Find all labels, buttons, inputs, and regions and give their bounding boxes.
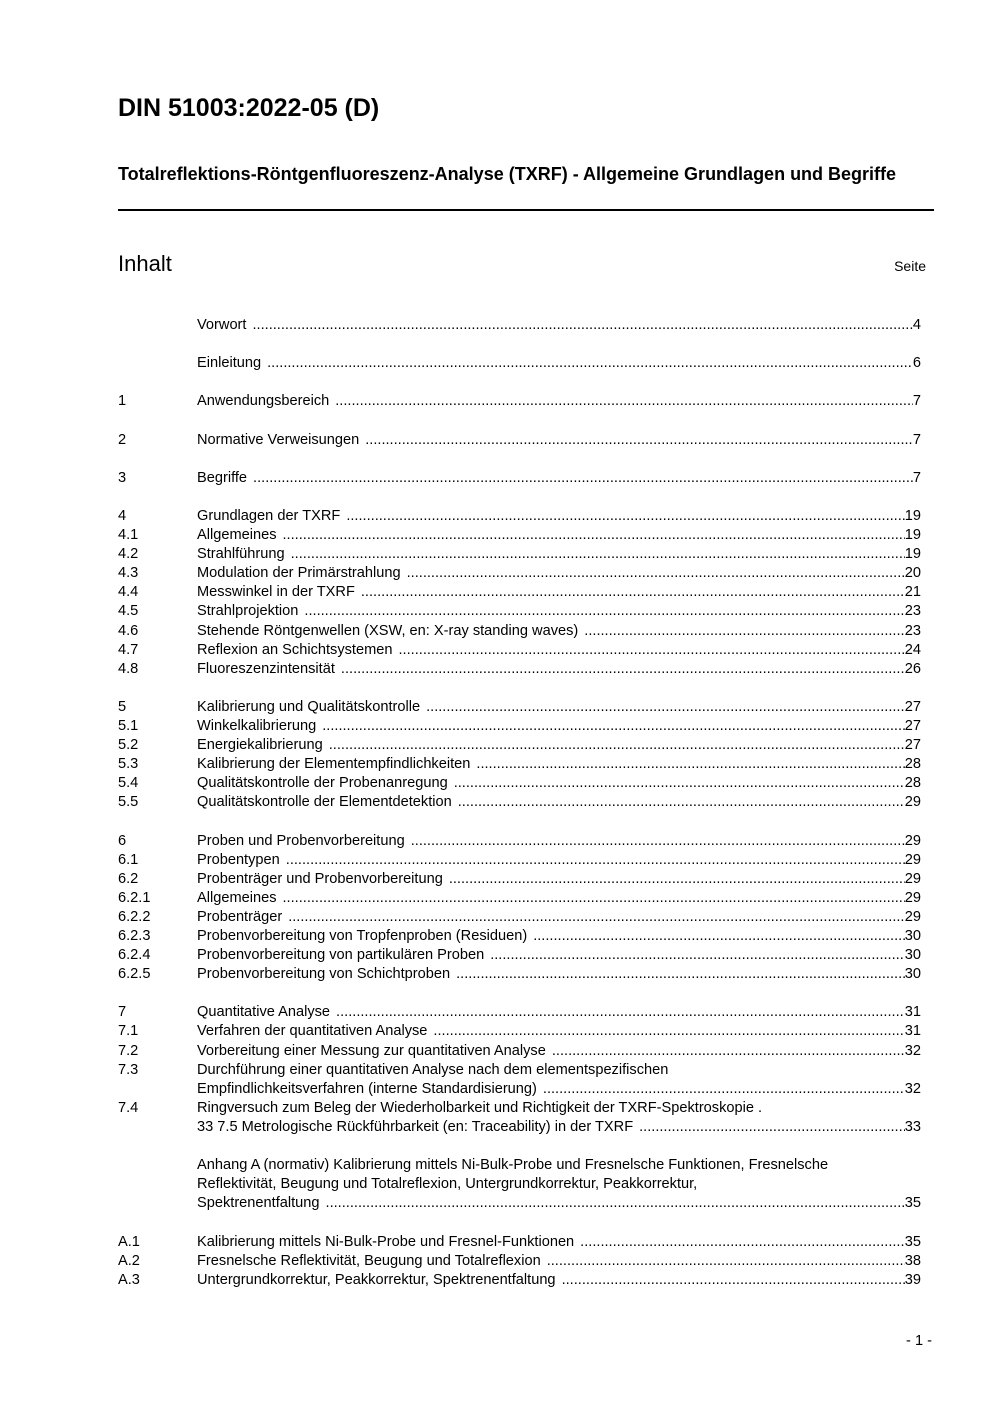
toc-entry-number: 4 (118, 507, 127, 524)
toc-entry-number: 7.2 (118, 1042, 139, 1059)
toc-entry-title: Reflexion an Schichtsystemen (197, 641, 393, 658)
toc-leader-dots (449, 870, 905, 889)
toc-entry-page: 39 (904, 1271, 921, 1288)
toc-entry-title-continued: Reflektivität, Beugung und Totalreflexion, Untergrundkorrektur, Peakkorrektur, (197, 1176, 698, 1193)
toc-entry-title: Probenvorbereitung von Schichtproben (197, 966, 451, 983)
toc-entry-title: Durchführung einer quantitativen Analyse nach dem elementspezifischen (197, 1061, 669, 1078)
toc-entry-title: Anhang A (normativ) Kalibrierung mittels Ni-Bulk-Probe und Fresnelsche Funktionen, Fresnelsche (197, 1157, 829, 1174)
toc-entry-title: Verfahren der quantitativen Analyse (197, 1023, 428, 1040)
toc-entry-title: Messwinkel in der TXRF (197, 584, 355, 601)
toc-leader-dots (365, 431, 913, 450)
toc-entry-number: A.3 (118, 1271, 140, 1288)
toc-entry[interactable] (118, 851, 921, 870)
toc-entry[interactable] (118, 774, 921, 793)
toc-entry-page: 29 (904, 889, 921, 906)
toc-leader-dots (552, 1042, 905, 1061)
toc-entry[interactable] (118, 392, 921, 411)
toc-entry-page: 33 (904, 1118, 921, 1135)
toc-leader-dots (329, 736, 905, 755)
table-of-contents (118, 316, 921, 1290)
toc-leader-dots (361, 583, 905, 602)
document-id: DIN 51003:2022-05 (D) (118, 94, 380, 122)
page-column-label: Seite (894, 258, 926, 274)
toc-entry-title: Strahlprojektion (197, 603, 299, 620)
toc-entry-page: 23 (904, 603, 921, 620)
toc-leader-dots (476, 755, 904, 774)
toc-entry-number: 4.6 (118, 622, 139, 639)
toc-entry-page: 19 (904, 507, 921, 524)
toc-entry-page: 32 (904, 1080, 921, 1097)
toc-entry-page: 30 (904, 966, 921, 983)
toc-leader-dots (411, 832, 905, 851)
toc-leader-dots (490, 946, 905, 965)
toc-entry-number: 6.2.2 (118, 908, 151, 925)
toc-leader-dots (252, 316, 912, 335)
toc-leader-dots (341, 660, 905, 679)
toc-entry-title: Energiekalibrierung (197, 737, 323, 754)
toc-entry[interactable] (118, 564, 921, 583)
toc-entry-page: 27 (904, 737, 921, 754)
toc-entry[interactable] (118, 641, 921, 660)
toc-entry-title: Einleitung (197, 355, 262, 372)
toc-entry-page: 28 (904, 756, 921, 773)
toc-entry-title: Quantitative Analyse (197, 1004, 331, 1021)
toc-entry-title: Fluoreszenzintensität (197, 660, 335, 677)
toc-entry-number: 6.2.1 (118, 889, 151, 906)
toc-leader-dots (433, 1022, 904, 1041)
toc-entry-title-end: Spektrenentfaltung (197, 1195, 320, 1212)
toc-entry-number: 6 (118, 832, 127, 849)
toc-leader-dots (283, 526, 905, 545)
toc-entry-title: Begriffe (197, 469, 248, 486)
toc-entry-page: 4 (912, 317, 921, 333)
toc-entry[interactable] (118, 469, 921, 488)
toc-entry[interactable] (118, 1003, 921, 1022)
toc-entry-title: Allgemeines (197, 889, 277, 906)
toc-entry[interactable] (118, 870, 921, 889)
toc-leader-dots (304, 602, 904, 621)
document-subtitle: Totalreflektions-Röntgenfluoreszenz-Analyse (TXRF) - Allgemeine Grundlagen und Begriffe (118, 164, 897, 184)
toc-entry-number: 3 (118, 469, 127, 486)
toc-entry-title-end: 33 7.5 Metrologische Rückführbarkeit (en: Traceability) in der TXRF (197, 1118, 634, 1135)
toc-entry[interactable] (118, 889, 921, 908)
toc-entry-page: 29 (904, 870, 921, 887)
toc-entry-page: 31 (904, 1004, 921, 1021)
toc-entry[interactable] (118, 507, 921, 526)
toc-leader-dots (346, 507, 904, 526)
toc-entry[interactable] (118, 717, 921, 736)
toc-entry-number: 6.2.5 (118, 966, 151, 983)
toc-leader-dots (335, 392, 913, 411)
toc-entry[interactable] (118, 1022, 921, 1041)
toc-leader-dots (322, 717, 905, 736)
toc-entry-page: 31 (904, 1023, 921, 1040)
toc-leader-dots (426, 698, 905, 717)
toc-entry-number: 5.1 (118, 717, 139, 734)
toc-entry-title: Qualitätskontrolle der Probenanregung (197, 775, 448, 792)
toc-entry[interactable] (118, 602, 921, 621)
toc-entry[interactable] (118, 698, 921, 717)
toc-entry-number: 4.8 (118, 660, 139, 677)
toc-entry-number: 1 (118, 393, 127, 410)
toc-entry-number: 6.2.4 (118, 947, 151, 964)
toc-entry-title: Strahlführung (197, 546, 285, 563)
page-number: - 1 - (906, 1333, 932, 1349)
toc-entry-number: 6.2 (118, 870, 139, 887)
toc-entry-number: 4.3 (118, 565, 139, 582)
toc-entry[interactable] (118, 946, 921, 965)
toc-entry[interactable] (118, 1061, 921, 1099)
toc-leader-dots (336, 1003, 905, 1022)
toc-leader-dots (407, 564, 905, 583)
toc-entry-page: 6 (912, 355, 921, 372)
toc-entry-number: 2 (118, 431, 127, 448)
toc-entry-number: 4.4 (118, 584, 139, 601)
toc-entry-title: Fresnelsche Reflektivität, Beugung und Totalreflexion (197, 1252, 541, 1269)
toc-entry-page: 19 (904, 527, 921, 544)
toc-leader-dots (533, 927, 905, 946)
toc-leader-dots (253, 469, 913, 488)
toc-entry-page: 29 (904, 851, 921, 868)
toc-entry[interactable] (118, 316, 921, 335)
toc-entry-page: 20 (904, 565, 921, 582)
toc-entry-title: Probenträger (197, 908, 283, 925)
toc-entry-page: 32 (904, 1042, 921, 1059)
toc-entry-page: 38 (904, 1252, 921, 1269)
toc-entry[interactable] (118, 622, 921, 641)
toc-entry[interactable] (118, 1252, 921, 1271)
toc-leader-dots (283, 889, 905, 908)
toc-leader-dots (326, 1194, 905, 1213)
toc-entry-title: Stehende Röntgenwellen (XSW, en: X-ray standing waves) (197, 622, 579, 639)
toc-entry-page: 7 (912, 393, 921, 410)
toc-entry-title-end: Empfindlichkeitsverfahren (interne Standardisierung) (197, 1080, 537, 1097)
toc-entry-page: 19 (904, 546, 921, 563)
toc-entry-title: Vorbereitung einer Messung zur quantitativen Analyse (197, 1042, 546, 1059)
toc-entry-number: 4.1 (118, 527, 139, 544)
toc-entry[interactable] (118, 583, 921, 602)
toc-entry-page: 23 (904, 622, 921, 639)
toc-entry-title: Vorwort (197, 317, 247, 333)
toc-entry-page: 26 (904, 660, 921, 677)
toc-entry-number: 5.2 (118, 737, 139, 754)
toc-entry-title: Winkelkalibrierung (197, 717, 317, 734)
toc-leader-dots (639, 1118, 905, 1137)
toc-entry-number: 4.5 (118, 603, 139, 620)
toc-entry[interactable] (118, 1042, 921, 1061)
toc-entry-page: 29 (904, 908, 921, 925)
toc-entry-title: Qualitätskontrolle der Elementdetektion (197, 794, 452, 811)
toc-entry[interactable] (118, 755, 921, 774)
title-rule (118, 209, 934, 211)
toc-entry-title: Kalibrierung und Qualitätskontrolle (197, 698, 421, 715)
toc-entry[interactable] (118, 545, 921, 564)
toc-entry-title: Probenträger und Probenvorbereitung (197, 870, 443, 887)
toc-entry[interactable] (118, 908, 921, 927)
toc-entry-page: 24 (904, 641, 921, 658)
toc-leader-dots (291, 545, 905, 564)
toc-entry[interactable] (118, 354, 921, 373)
toc-entry-page: 21 (904, 584, 921, 601)
toc-leader-dots (580, 1233, 905, 1252)
toc-entry-page: 35 (904, 1233, 921, 1250)
toc-heading: Inhalt (118, 251, 172, 276)
toc-entry-number: 5.4 (118, 775, 139, 792)
toc-entry-title: Allgemeines (197, 527, 277, 544)
toc-entry-number: 6.1 (118, 851, 139, 868)
toc-entry[interactable] (118, 660, 921, 679)
toc-entry-number: 7.3 (118, 1061, 139, 1078)
toc-entry-title: Modulation der Primärstrahlung (197, 565, 401, 582)
toc-leader-dots (547, 1252, 905, 1271)
toc-leader-dots (399, 641, 905, 660)
toc-entry-title: Probentypen (197, 851, 280, 868)
toc-entry-number: 5 (118, 698, 127, 715)
toc-entry-page: 7 (912, 431, 921, 448)
toc-entry-page: 35 (904, 1195, 921, 1212)
toc-leader-dots (458, 793, 905, 812)
toc-entry-page: 28 (904, 775, 921, 792)
toc-entry-page: 29 (904, 794, 921, 811)
toc-entry-page: 27 (904, 717, 921, 734)
toc-entry-title: Normative Verweisungen (197, 431, 360, 448)
toc-entry-number: 6.2.3 (118, 928, 151, 944)
toc-entry-number: 4.7 (118, 641, 139, 658)
toc-entry-number: 7.4 (118, 1099, 139, 1116)
toc-entry-title: Untergrundkorrektur, Peakkorrektur, Spektrenentfaltung (197, 1271, 556, 1288)
toc-entry[interactable] (118, 1233, 921, 1252)
toc-entry[interactable] (118, 927, 921, 946)
toc-entry-title: Grundlagen der TXRF (197, 507, 341, 524)
toc-entry-title: Probenvorbereitung von partikulären Proben (197, 947, 485, 964)
toc-entry-title: Anwendungsbereich (197, 393, 330, 410)
toc-leader-dots (456, 965, 905, 984)
toc-entry-number: A.1 (118, 1233, 140, 1250)
toc-leader-dots (286, 851, 905, 870)
toc-entry-page: 7 (912, 469, 921, 486)
toc-entry[interactable] (118, 1271, 921, 1290)
toc-entry-page: 30 (904, 928, 921, 944)
toc-leader-dots (584, 622, 904, 641)
toc-entry[interactable] (118, 431, 921, 450)
toc-entry[interactable] (118, 793, 921, 812)
toc-entry-number: 4.2 (118, 546, 139, 563)
toc-entry[interactable] (118, 965, 921, 984)
toc-entry-page: 30 (904, 947, 921, 964)
toc-entry-title: Kalibrierung mittels Ni-Bulk-Probe und Fresnel-Funktionen (197, 1233, 575, 1250)
toc-leader-dots (267, 354, 913, 373)
toc-entry-title: Probenvorbereitung von Tropfenproben (Residuen) (197, 928, 528, 944)
toc-entry[interactable] (118, 736, 921, 755)
toc-leader-dots (562, 1271, 905, 1290)
toc-entry-number: 7 (118, 1004, 127, 1021)
toc-entry[interactable] (118, 832, 921, 851)
toc-entry-title: Kalibrierung der Elementempfindlichkeiten (197, 756, 471, 773)
toc-entry-number: 5.5 (118, 794, 139, 811)
toc-entry-number: A.2 (118, 1252, 140, 1269)
toc-leader-dots (543, 1080, 905, 1099)
toc-entry-page: 29 (904, 832, 921, 849)
toc-leader-dots (454, 774, 905, 793)
toc-entry-number: 7.1 (118, 1023, 139, 1040)
toc-leader-dots (288, 908, 905, 927)
toc-entry[interactable] (118, 1099, 921, 1137)
toc-entry-title: Proben und Probenvorbereitung (197, 832, 405, 849)
toc-entry-title: Ringversuch zum Beleg der Wiederholbarkeit und Richtigkeit der TXRF-Spektroskopie . (197, 1099, 763, 1116)
toc-entry[interactable] (118, 526, 921, 545)
toc-entry-page: 27 (904, 698, 921, 715)
toc-entry-number: 5.3 (118, 756, 139, 773)
toc-entry[interactable] (118, 1156, 921, 1213)
